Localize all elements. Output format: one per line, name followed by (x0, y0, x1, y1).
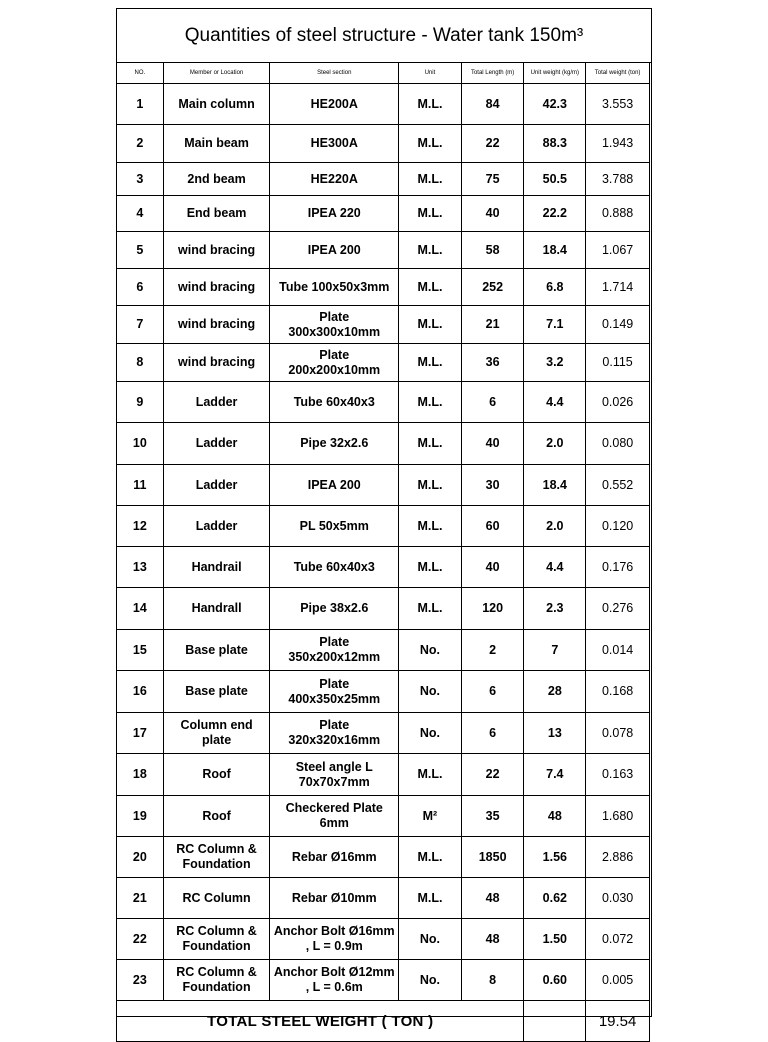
row-no: 2 (117, 125, 164, 163)
row-member: wind bracing (163, 269, 270, 306)
header-no: NO. (117, 63, 164, 84)
row-unit: M² (399, 796, 462, 837)
row-length: 6 (461, 671, 524, 713)
row-length: 1850 (461, 837, 524, 878)
row-total-weight: 0.026 (586, 382, 650, 423)
table-row (117, 465, 650, 506)
row-member: wind bracing (163, 306, 270, 344)
row-unit: M.L. (399, 196, 462, 232)
row-member: Ladder (163, 423, 270, 465)
row-member: Ladder (163, 506, 270, 547)
row-member: Handrail (163, 547, 270, 588)
row-unit-weight: 42.3 (524, 84, 586, 125)
row-no: 14 (117, 588, 164, 630)
table-row (117, 796, 650, 837)
row-no: 12 (117, 506, 164, 547)
row-section: Plate 350x200x12mm (270, 630, 399, 671)
row-member: RC Column (163, 878, 270, 919)
row-total-weight: 0.168 (586, 671, 650, 713)
row-unit: M.L. (399, 306, 462, 344)
header-section: Steel section (270, 63, 399, 84)
row-unit: No. (399, 671, 462, 713)
table-row (117, 344, 650, 382)
row-total-weight: 0.149 (586, 306, 650, 344)
row-no: 11 (117, 465, 164, 506)
row-unit-weight: 4.4 (524, 382, 586, 423)
row-section: Plate 400x350x25mm (270, 671, 399, 713)
row-total-weight: 0.080 (586, 423, 650, 465)
row-no: 5 (117, 232, 164, 269)
row-unit: M.L. (399, 344, 462, 382)
row-unit: M.L. (399, 837, 462, 878)
header-unit-weight: Unit weight (kg/m) (524, 63, 586, 84)
row-unit-weight: 22.2 (524, 196, 586, 232)
row-section: Tube 60x40x3 (270, 547, 399, 588)
row-no: 4 (117, 196, 164, 232)
table-row (117, 713, 650, 754)
row-no: 15 (117, 630, 164, 671)
row-section: Pipe 32x2.6 (270, 423, 399, 465)
row-no: 8 (117, 344, 164, 382)
row-unit-weight: 4.4 (524, 547, 586, 588)
table-row (117, 382, 650, 423)
table-row (117, 671, 650, 713)
row-member: Base plate (163, 630, 270, 671)
row-length: 40 (461, 547, 524, 588)
row-unit: No. (399, 713, 462, 754)
total-empty-cell (524, 1001, 586, 1042)
row-section: HE220A (270, 163, 399, 196)
row-member: Roof (163, 754, 270, 796)
row-unit: M.L. (399, 84, 462, 125)
row-total-weight: 0.005 (586, 960, 650, 1001)
row-total-weight: 1.943 (586, 125, 650, 163)
header-length: Total Length (m) (461, 63, 524, 84)
row-total-weight: 2.886 (586, 837, 650, 878)
row-unit-weight: 2.0 (524, 506, 586, 547)
table-row (117, 878, 650, 919)
row-unit-weight: 3.2 (524, 344, 586, 382)
row-total-weight: 0.014 (586, 630, 650, 671)
row-unit-weight: 6.8 (524, 269, 586, 306)
row-unit-weight: 7 (524, 630, 586, 671)
row-total-weight: 0.276 (586, 588, 650, 630)
row-unit: M.L. (399, 878, 462, 919)
row-member: wind bracing (163, 232, 270, 269)
header-member: Member or Location (163, 63, 270, 84)
table-row (117, 84, 650, 125)
row-no: 1 (117, 84, 164, 125)
row-unit: M.L. (399, 506, 462, 547)
row-length: 48 (461, 878, 524, 919)
row-total-weight: 0.030 (586, 878, 650, 919)
row-section: Pipe 38x2.6 (270, 588, 399, 630)
row-length: 35 (461, 796, 524, 837)
row-length: 22 (461, 754, 524, 796)
row-section: Steel angle L 70x70x7mm (270, 754, 399, 796)
row-unit-weight: 48 (524, 796, 586, 837)
page-title: Quantities of steel structure - Water tank 150m³ (117, 9, 651, 63)
row-member: Ladder (163, 465, 270, 506)
row-unit-weight: 0.60 (524, 960, 586, 1001)
row-total-weight: 0.115 (586, 344, 650, 382)
row-unit-weight: 28 (524, 671, 586, 713)
row-section: IPEA 220 (270, 196, 399, 232)
row-total-weight: 1.067 (586, 232, 650, 269)
row-unit: M.L. (399, 754, 462, 796)
row-length: 48 (461, 919, 524, 960)
row-member: Main column (163, 84, 270, 125)
row-unit: M.L. (399, 125, 462, 163)
row-total-weight: 0.163 (586, 754, 650, 796)
row-section: Tube 100x50x3mm (270, 269, 399, 306)
row-total-weight: 0.888 (586, 196, 650, 232)
row-no: 20 (117, 837, 164, 878)
table-row (117, 506, 650, 547)
row-member: Base plate (163, 671, 270, 713)
row-length: 40 (461, 196, 524, 232)
row-section: PL 50x5mm (270, 506, 399, 547)
row-no: 6 (117, 269, 164, 306)
table-row (117, 754, 650, 796)
row-no: 23 (117, 960, 164, 1001)
row-unit: M.L. (399, 269, 462, 306)
row-unit-weight: 0.62 (524, 878, 586, 919)
row-no: 13 (117, 547, 164, 588)
row-unit-weight: 13 (524, 713, 586, 754)
row-unit: No. (399, 919, 462, 960)
row-length: 120 (461, 588, 524, 630)
row-unit-weight: 7.1 (524, 306, 586, 344)
row-unit: M.L. (399, 547, 462, 588)
row-member: Handrall (163, 588, 270, 630)
table-row (117, 196, 650, 232)
row-unit: M.L. (399, 465, 462, 506)
row-no: 21 (117, 878, 164, 919)
row-length: 60 (461, 506, 524, 547)
row-length: 30 (461, 465, 524, 506)
row-length: 8 (461, 960, 524, 1001)
row-length: 58 (461, 232, 524, 269)
row-unit-weight: 18.4 (524, 232, 586, 269)
row-section: Rebar Ø10mm (270, 878, 399, 919)
row-section: IPEA 200 (270, 465, 399, 506)
row-no: 16 (117, 671, 164, 713)
row-total-weight: 3.553 (586, 84, 650, 125)
row-section: Plate 200x200x10mm (270, 344, 399, 382)
row-unit: M.L. (399, 382, 462, 423)
row-member: Column end plate (163, 713, 270, 754)
row-unit: M.L. (399, 232, 462, 269)
row-unit-weight: 2.3 (524, 588, 586, 630)
row-length: 84 (461, 84, 524, 125)
row-member: 2nd beam (163, 163, 270, 196)
table-row (117, 306, 650, 344)
row-length: 21 (461, 306, 524, 344)
table-row (117, 163, 650, 196)
row-length: 6 (461, 713, 524, 754)
row-length: 40 (461, 423, 524, 465)
row-total-weight: 3.788 (586, 163, 650, 196)
row-member: Roof (163, 796, 270, 837)
table-header-row (117, 63, 650, 84)
total-label: TOTAL STEEL WEIGHT ( TON ) (117, 1001, 524, 1042)
row-no: 3 (117, 163, 164, 196)
row-total-weight: 1.714 (586, 269, 650, 306)
row-member: RC Column & Foundation (163, 960, 270, 1001)
row-length: 36 (461, 344, 524, 382)
row-unit-weight: 1.56 (524, 837, 586, 878)
row-length: 252 (461, 269, 524, 306)
row-length: 75 (461, 163, 524, 196)
row-length: 6 (461, 382, 524, 423)
row-unit-weight: 50.5 (524, 163, 586, 196)
total-row (117, 1001, 650, 1042)
row-section: Anchor Bolt Ø16mm , L = 0.9m (270, 919, 399, 960)
total-value: 19.54 (586, 1001, 650, 1042)
quantities-sheet (116, 8, 652, 1030)
row-unit-weight: 18.4 (524, 465, 586, 506)
row-unit-weight: 1.50 (524, 919, 586, 960)
row-length: 2 (461, 630, 524, 671)
row-section: Rebar Ø16mm (270, 837, 399, 878)
row-no: 17 (117, 713, 164, 754)
table-row (117, 547, 650, 588)
row-unit: No. (399, 630, 462, 671)
row-section: HE200A (270, 84, 399, 125)
row-member: RC Column & Foundation (163, 919, 270, 960)
table-row (117, 837, 650, 878)
quantities-table (116, 62, 650, 1042)
row-total-weight: 0.120 (586, 506, 650, 547)
row-no: 22 (117, 919, 164, 960)
row-unit: M.L. (399, 588, 462, 630)
row-no: 9 (117, 382, 164, 423)
row-member: Ladder (163, 382, 270, 423)
table-row (117, 125, 650, 163)
table-row (117, 919, 650, 960)
header-unit: Unit (399, 63, 462, 84)
row-unit: M.L. (399, 163, 462, 196)
row-total-weight: 0.078 (586, 713, 650, 754)
row-total-weight: 0.552 (586, 465, 650, 506)
row-section: Anchor Bolt Ø12mm , L = 0.6m (270, 960, 399, 1001)
row-no: 18 (117, 754, 164, 796)
row-section: HE300A (270, 125, 399, 163)
table-row (117, 588, 650, 630)
row-unit-weight: 88.3 (524, 125, 586, 163)
table-row (117, 269, 650, 306)
row-member: wind bracing (163, 344, 270, 382)
row-total-weight: 1.680 (586, 796, 650, 837)
row-no: 10 (117, 423, 164, 465)
table-row (117, 423, 650, 465)
table-row (117, 960, 650, 1001)
row-no: 7 (117, 306, 164, 344)
row-section: Checkered Plate 6mm (270, 796, 399, 837)
row-length: 22 (461, 125, 524, 163)
row-unit: M.L. (399, 423, 462, 465)
table-row (117, 630, 650, 671)
header-total-weight: Total weight (ton) (586, 63, 650, 84)
row-unit: No. (399, 960, 462, 1001)
row-member: End beam (163, 196, 270, 232)
row-member: Main beam (163, 125, 270, 163)
row-section: Plate 320x320x16mm (270, 713, 399, 754)
row-no: 19 (117, 796, 164, 837)
row-total-weight: 0.072 (586, 919, 650, 960)
row-total-weight: 0.176 (586, 547, 650, 588)
row-section: Plate 300x300x10mm (270, 306, 399, 344)
row-section: Tube 60x40x3 (270, 382, 399, 423)
row-member: RC Column & Foundation (163, 837, 270, 878)
row-unit-weight: 2.0 (524, 423, 586, 465)
row-unit-weight: 7.4 (524, 754, 586, 796)
table-row (117, 232, 650, 269)
row-section: IPEA 200 (270, 232, 399, 269)
